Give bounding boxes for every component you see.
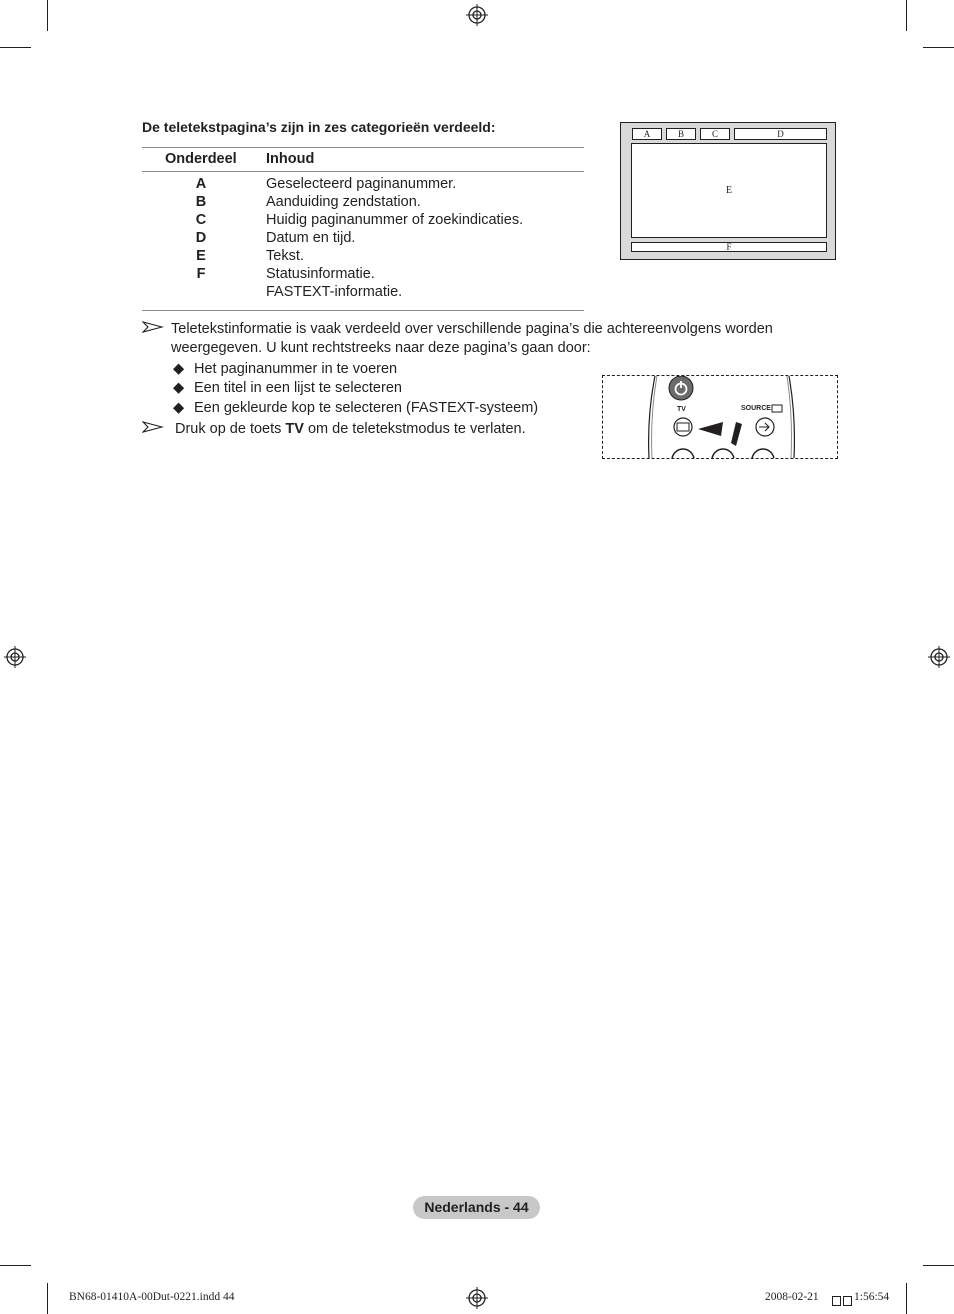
crop-mark: [906, 0, 907, 31]
table-description: Statusinformatie.: [266, 266, 375, 282]
note-text-line: Druk op de toets TV om de teletekstmodus te verlaten.: [175, 421, 526, 437]
page-number-label: Nederlands - 44: [413, 1196, 540, 1219]
table-description: Aanduiding zendstation.: [266, 194, 421, 210]
registration-mark-icon: [928, 646, 950, 668]
crop-mark: [0, 1265, 31, 1266]
table-code: F: [196, 266, 206, 282]
bullet-text: Het paginanummer in te voeren: [194, 361, 398, 377]
crop-mark: [906, 1283, 907, 1314]
table-description: Datum en tijd.: [266, 230, 356, 246]
table-description: Geselecteerd paginanummer.: [266, 176, 457, 192]
table-code: C: [195, 212, 207, 228]
table-code: D: [195, 230, 207, 246]
slug-filename: BN68-01410A-00Dut-0221.indd 44: [69, 1291, 235, 1303]
section-heading: De teletekstpagina’s zijn in zes categorieën verdeeld:: [142, 119, 496, 135]
table-header-content: Inhoud: [266, 151, 315, 167]
remote-illustration: [603, 376, 837, 458]
table-header-part: Onderdeel: [165, 151, 237, 167]
teletext-area-c: C: [700, 128, 730, 140]
registration-mark-icon: [466, 4, 488, 26]
crop-mark: [47, 0, 48, 31]
teletext-area-d: D: [734, 128, 827, 140]
bullet-text: Een titel in een lijst te selecteren: [194, 380, 402, 396]
note-text-line: Teletekstinformatie is vaak verdeeld over verschillende pagina’s die achtereenvolgens worden: [171, 321, 773, 337]
remote-tv-label: TV: [677, 406, 686, 413]
teletext-area-b: B: [666, 128, 696, 140]
diamond-bullet-icon: ◆: [173, 400, 185, 416]
note-arrow-icon: [142, 421, 164, 433]
slug-glyph-boxes: [832, 1293, 852, 1311]
table-code: E: [196, 248, 206, 264]
crop-mark: [47, 1283, 48, 1314]
teletext-area-e: E: [631, 143, 827, 238]
slug-time: 1:56:54: [854, 1291, 890, 1303]
registration-mark-icon: [4, 646, 26, 668]
crop-mark: [923, 1265, 954, 1266]
registration-mark-icon: [466, 1287, 488, 1309]
table-rule-top: [142, 147, 584, 148]
teletext-area-f: F: [631, 242, 827, 252]
diamond-bullet-icon: ◆: [173, 361, 185, 377]
table-description: FASTEXT-informatie.: [266, 284, 403, 300]
note-text-line: weergegeven. U kunt rechtstreeks naar deze pagina’s gaan door:: [171, 340, 591, 356]
tv-key-label: TV: [285, 421, 304, 437]
teletext-area-a: A: [632, 128, 662, 140]
table-code: B: [195, 194, 207, 210]
table-code: A: [195, 176, 207, 192]
crop-mark: [0, 47, 31, 48]
diamond-bullet-icon: ◆: [173, 380, 185, 396]
table-rule-header: [142, 171, 584, 172]
table-rule-bottom: [142, 310, 584, 311]
note-arrow-icon: [142, 321, 164, 333]
remote-control-figure: [602, 375, 838, 459]
table-description: Huidig paginanummer of zoekindicaties.: [266, 212, 524, 228]
remote-source-label: SOURCE: [741, 405, 771, 412]
table-description: Tekst.: [266, 248, 304, 264]
bullet-text: Een gekleurde kop te selecteren (FASTEXT-systeem): [194, 400, 539, 416]
crop-mark: [923, 47, 954, 48]
slug-date: 2008-02-21: [765, 1291, 819, 1303]
